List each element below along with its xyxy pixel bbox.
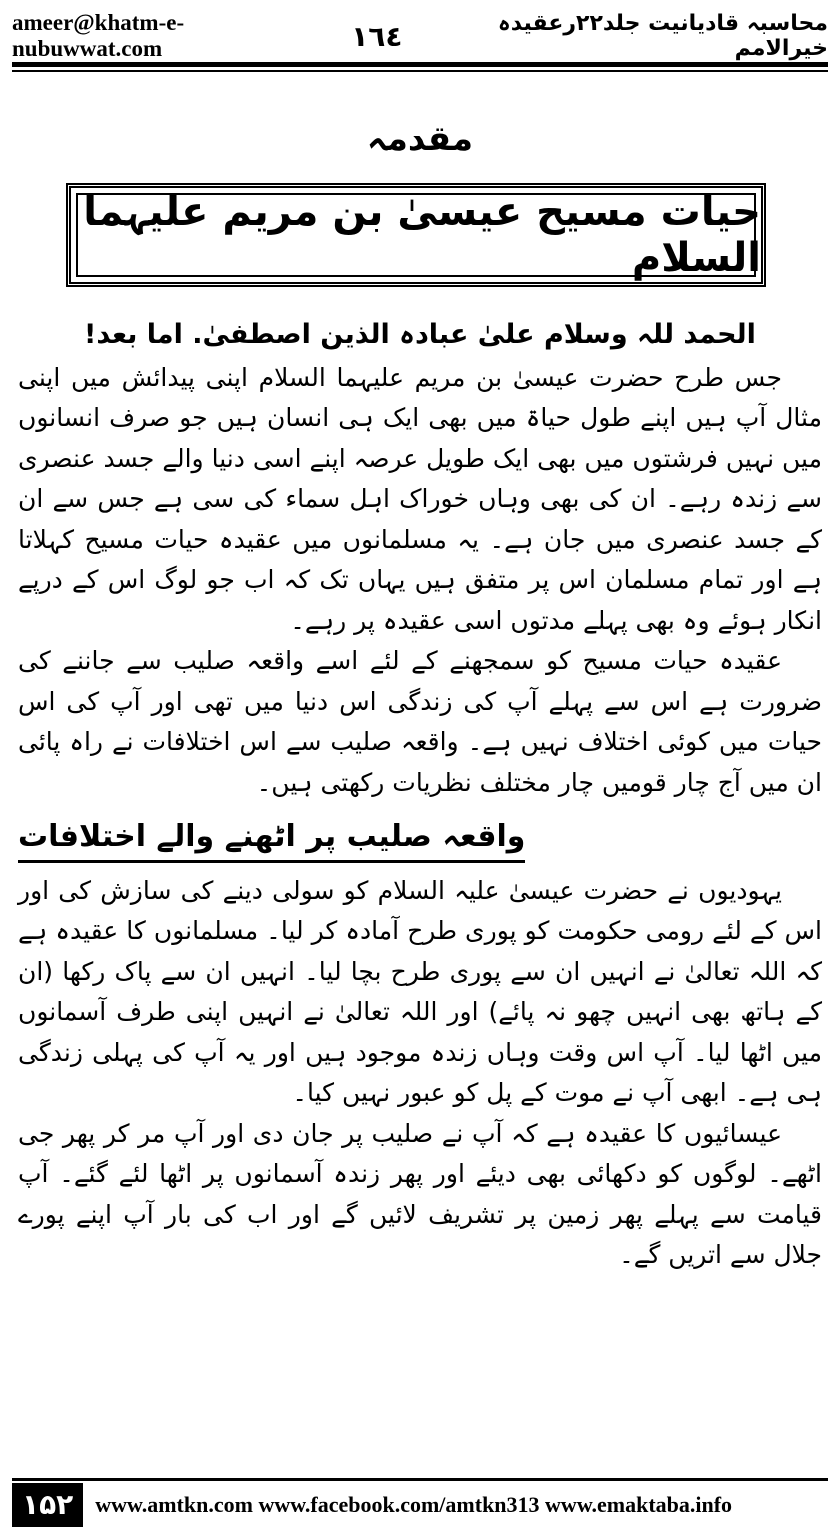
section-heading <box>18 817 822 863</box>
running-title: محاسبہ قادیانیت جلد۲۲رعقیدہ خیرالامم <box>497 11 828 61</box>
page-header <box>12 10 828 61</box>
header-rule-thin <box>12 70 828 72</box>
page-footer <box>12 1478 828 1529</box>
footer-links[interactable]: www.amtkn.com www.facebook.com/amtkn313 www.emaktaba.info <box>95 1492 733 1517</box>
header-email[interactable]: ameer@khatm-e-nubuwwat.com <box>12 10 185 61</box>
header-left <box>12 10 402 62</box>
body-text <box>18 315 822 1276</box>
section-paragraph-1: یہودیوں نے حضرت عیسیٰ علیہ السلام کو سولی دینے کی سازش کی اور اس کے لئے رومی حکومت کو پوری طرح آمادہ کر لیا۔ مسلمانوں کا عقیدہ ہے کہ اللہ تعالیٰ نے انہیں ان سے پوری طرح بچا لیا۔ انہیں ان سے پاک رکھا (ان کے ہاتھ بھی انہیں چھو نہ پائے) اور اللہ تعالیٰ نے انہیں اپنی طرف آسمانوں میں اٹھا لیا۔ آپ اس وقت وہاں زندہ موجود ہیں اور یہ آپ کی پہلی زندگی ہی ہے۔ ابھی آپ نے موت کے پل کو عبور نہیں کیا۔ <box>18 875 822 1107</box>
footer-page-number: ۱۵۲ <box>12 1483 83 1527</box>
section-heading-text: واقعہ صلیب پر اٹھنے والے اختلافات <box>18 817 525 863</box>
chapter-title: حیات مسیح عیسیٰ بن مریم علیہما السلام <box>83 189 761 281</box>
section-paragraph-2: عیسائیوں کا عقیدہ ہے کہ آپ نے صلیب پر جان دی اور آپ مر کر پھر جی اٹھے۔ لوگوں کو دکھائی بھی دیئے اور پھر زندہ آسمانوں پر اٹھا لئے گئے۔ آپ قیامت سے پہلے پھر زمین پر تشریف لائیں گے اور اب کی بار آپ اپنے پورے جلال سے اتریں گے۔ <box>18 1118 822 1269</box>
paragraph-1: جس طرح حضرت عیسیٰ بن مریم علیہما السلام اپنی پیدائش میں اپنی مثال آپ ہیں اپنے طول حیاۃ میں بھی ایک ہی انسان ہیں جو صرف انسانوں میں نہیں فرشتوں میں بھی ایک طویل عرصہ اپنے اسی دنیا والے جسد عنصری سے زندہ رہے۔ ان کی بھی وہاں خوراک اہل سماء کی سی ہے جس سے ان کے جسد عنصری میں جان ہے۔ یہ مسلمانوں میں عقیدہ حیات مسیح کہلاتا ہے اور تمام مسلمان اس پر متفق ہیں یہاں تک کہ اب جو لوگ اس کے درپے انکار ہوئے وہ بھی پہلے مدتوں اسی عقیدہ پر رہے۔ <box>18 362 822 635</box>
chapter-heading: مقدمہ <box>366 119 474 159</box>
header-page-number: ١٦٤ <box>351 19 403 53</box>
paragraph-2: عقیدہ حیات مسیح کو سمجھنے کے لئے اسے واقعہ صلیب سے جاننے کی ضرورت ہے اس سے پہلے آپ کی زندگی اس دنیا میں تھی اور آپ کی اس حیات میں کوئی اختلاف نہیں ہے۔ واقعہ صلیب سے اس اختلافات نے راہ پائی ان میں آج چار قومیں چار مختلف نظریات رکھتی ہیں۔ <box>18 646 822 797</box>
salutation: الحمد للہ وسلام علیٰ عبادہ الذین اصطفیٰ. اما بعد! <box>84 319 756 350</box>
title-box <box>66 183 766 287</box>
header-rule-thick <box>12 62 828 67</box>
